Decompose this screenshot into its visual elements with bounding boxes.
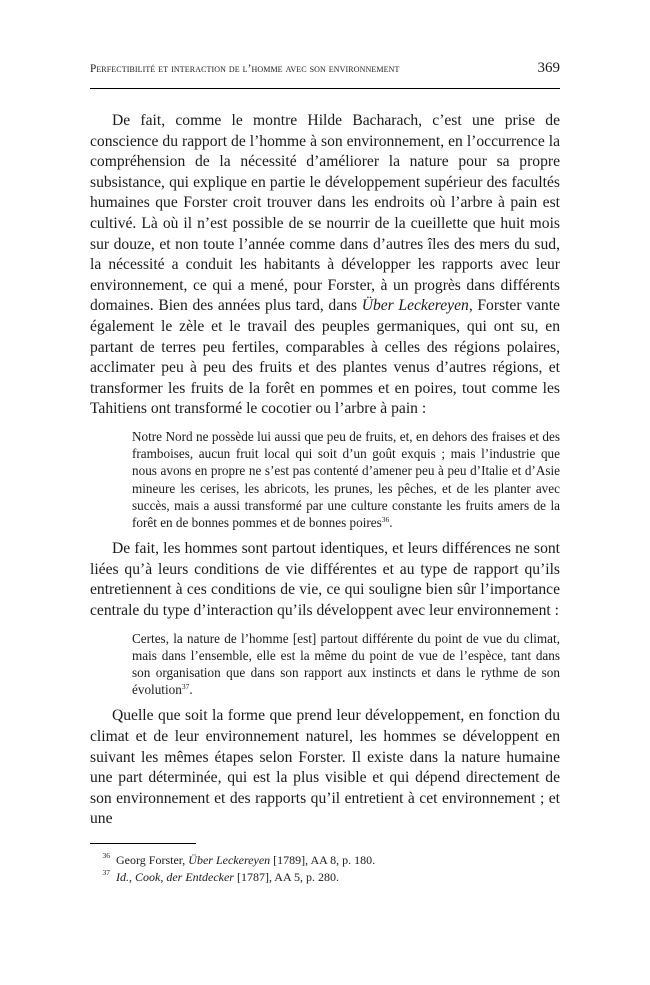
quote-2-text: Certes, la nature de l’homme [est] partout différente du point de vue du climat, mais dans l’ensemble, elle est la même du point de vue de l’espèce, tant dans son organisation que dans son rapport aux instincts et dans le rythme de son évolution: [132, 630, 560, 698]
footnote-rest: [1787], AA 5, p. 280.: [233, 869, 339, 884]
footnote-text: [116, 852, 375, 869]
footnote-37: [90, 869, 560, 886]
footnotes: [90, 852, 560, 885]
footnote-author: Georg Forster,: [116, 853, 189, 867]
running-title: Perfectibilité et interaction de l’homme avec son environnement: [90, 63, 400, 75]
footnote-text: [116, 869, 339, 886]
footnote-number: 37: [102, 867, 110, 877]
paragraph-1-part-a: De fait, comme le montre Hilde Bacharach, c’est une prise de conscience du rapport de l’homme à son environnement, en l’occurrence la compréhension de la nécessité d’améliorer la nature pour sa propre subsistance, qui explique en partie le développement supérieur des facultés humaines que Forster croit trouver dans les endroits où l’arbre à pain est cultivé. Là où il n’est possible de se nourrir de la cueillette que huit mois sur douze, et non toute l’année comme dans d’autres îles des mers du sud, la nécessité a conduit les habitants à développer les rapports avec leur environnement, ce qui a mené, pour Forster, à un progrès dans différents domaines. Bien des années plus tard, dans: [90, 112, 560, 315]
block-quote-2-text: Certes, la nature de l’homme [est] partout différente du point de vue du climat, mais dans l’ensemble, elle est la même du point de vue de l’espèce, tant dans son organisation que dans son rapport aux instincts et dans le rythme de son évolution$^{37}$.: [132, 630, 560, 698]
italic-title: Über Leckereyen: [361, 297, 469, 315]
footnote-number: 36: [102, 851, 110, 860]
quote-1-text: Notre Nord ne possède lui aussi que peu de fruits, et, en dehors des fraises et des framboises, aucun fruit local qui soit d’un goût exquis ; mais l’industrie que nous avons en propre ne s’est pas contenté d’amener peu à peu d’Italie et d’Asie mineure les cerises, les abricots, les prunes, les pêches, et de les planter avec succès, mais a aussi transformé par une culture constante les fruits amers de la forêt en de bonnes pommes et de bonnes poires: [132, 428, 560, 530]
footnote-36: [90, 852, 560, 869]
paragraph-3: Quelle que soit la forme que prend leur développement, en fonction du climat et de leur environnement naturel, les hommes se développent en suivant les mêmes étapes selon Forster. Il existe dans la nature humaine une part déterminée, qui est la plus visible et qui dépend directement de son environnement et des rapports qu’il entretient à cet environnement ; et une: [90, 707, 560, 828]
footnote-ref-36[interactable]: 36: [381, 514, 390, 524]
running-head: [90, 60, 560, 89]
paragraph-2: De fait, les hommes sont partout identiques, et leurs différences ne sont liées qu’à leurs conditions de vie différentes et au type de rapport qu’ils entretiennent à ces conditions de vie, ce qui souligne bien sûr l’importance centrale du type d’interaction qu’ils développent avec leur environnement :: [90, 540, 560, 619]
block-quote-2: [132, 630, 560, 699]
block-quote-1-text: Notre Nord ne possède lui aussi que peu de fruits, et, en dehors des fraises et des framboises, aucun fruit local qui soit d’un goût exquis ; mais l’industrie que nous avons en propre ne s’est pas contenté d’amener peu à peu d’Italie et d’Asie mineure les cerises, les abricots, les prunes, les pêches, et de les planter avec succès, mais a aussi transformé par une culture constante les fruits amers de la forêt en de bonnes pommes et de bonnes poires$^{36}$.: [132, 428, 560, 530]
page-number: 369: [537, 60, 560, 76]
paragraph-1: [90, 111, 560, 420]
footnote-title: Id., Cook, der Entdecker: [116, 869, 234, 884]
footnote-rest: [1789], AA 8, p. 180.: [270, 853, 376, 867]
footnote-ref-37[interactable]: 37: [181, 682, 190, 692]
body-text: [90, 111, 560, 830]
block-quote-1: [132, 428, 560, 531]
paragraph-1-part-b: , Forster vante également le zèle et le travail des peuples germaniques, qui ont su, en partant de terres peu fertiles, comparables à celles des régions polaires, acclimater peu à peu des fruits et des plantes venus d’autres régions, et transformer les fruits de la forêt en pommes et en poires, tout comme les Tahitiens ont transformé le cocotier ou l’arbre à pain :: [90, 297, 560, 418]
footnote-title: Über Leckereyen: [188, 853, 271, 867]
page: [90, 60, 560, 830]
footnote-divider: [90, 843, 196, 844]
